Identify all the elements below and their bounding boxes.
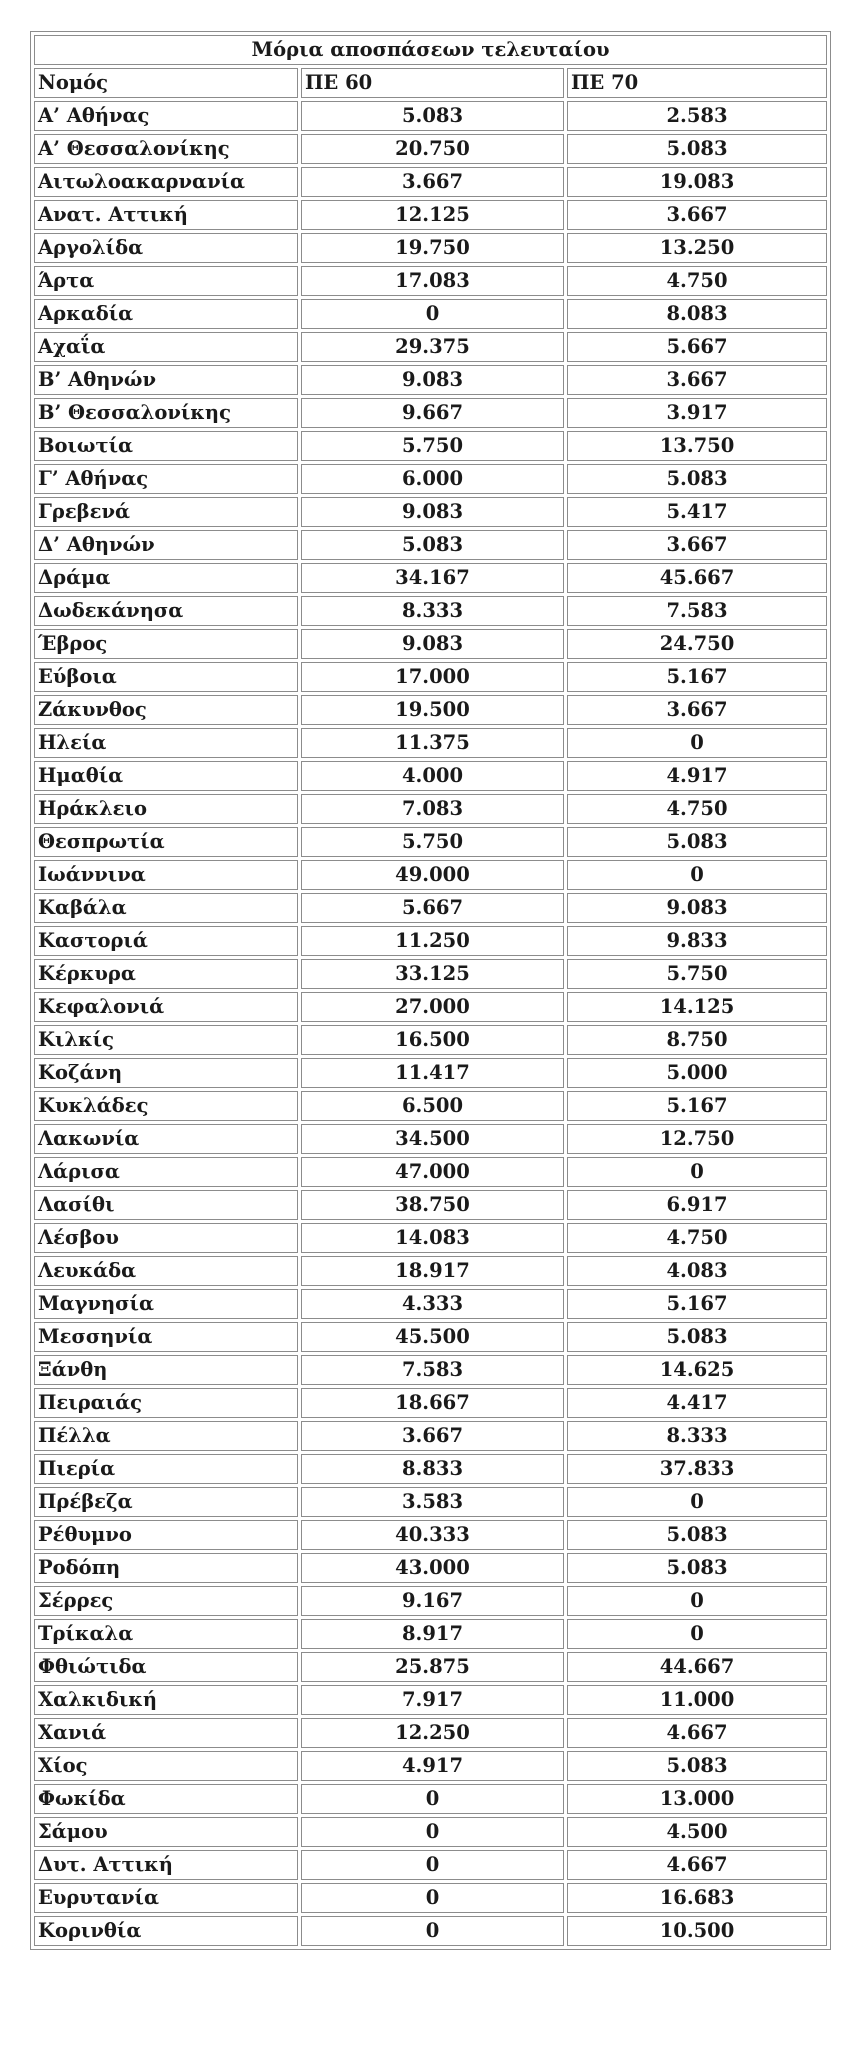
table-row: [34, 1058, 827, 1088]
pe70-cell: 7.583: [567, 596, 827, 626]
pe70-cell: 13.750: [567, 431, 827, 461]
table-row: [34, 1718, 827, 1748]
pe60-cell: 20.750: [301, 134, 564, 164]
prefecture-cell: Μεσσηνία: [34, 1322, 298, 1352]
pe60-cell: 4.000: [301, 761, 564, 791]
prefecture-cell: Πρέβεζα: [34, 1487, 298, 1517]
pe70-cell: 5.167: [567, 662, 827, 692]
table-row: [34, 299, 827, 329]
pe70-cell: 5.083: [567, 464, 827, 494]
pe60-cell: 0: [301, 299, 564, 329]
pe60-cell: 5.083: [301, 530, 564, 560]
prefecture-cell: Αργολίδα: [34, 233, 298, 263]
pe70-cell: 0: [567, 1619, 827, 1649]
pe60-cell: 34.500: [301, 1124, 564, 1154]
pe70-cell: 0: [567, 1586, 827, 1616]
prefecture-cell: Κιλκίς: [34, 1025, 298, 1055]
table-row: [34, 1091, 827, 1121]
pe60-cell: 19.750: [301, 233, 564, 263]
pe60-cell: 7.583: [301, 1355, 564, 1385]
prefecture-cell: Χίος: [34, 1751, 298, 1781]
pe60-cell: 9.667: [301, 398, 564, 428]
pe70-cell: 0: [567, 860, 827, 890]
table-row: [34, 1025, 827, 1055]
pe70-cell: 5.083: [567, 1751, 827, 1781]
table-title: Μόρια αποσπάσεων τελευταίου: [34, 35, 827, 65]
pe70-cell: 5.083: [567, 827, 827, 857]
pe70-cell: 9.833: [567, 926, 827, 956]
prefecture-cell: Πιερία: [34, 1454, 298, 1484]
table-row: [34, 1124, 827, 1154]
pe70-cell: 4.750: [567, 266, 827, 296]
pe70-cell: 5.750: [567, 959, 827, 989]
pe70-cell: 5.083: [567, 1520, 827, 1550]
table-row: [34, 926, 827, 956]
prefecture-cell: Μαγνησία: [34, 1289, 298, 1319]
pe60-cell: 7.083: [301, 794, 564, 824]
prefecture-cell: Λέσβου: [34, 1223, 298, 1253]
prefecture-cell: Β’ Αθηνών: [34, 365, 298, 395]
table-row: [34, 1190, 827, 1220]
table-row: [34, 530, 827, 560]
pe70-cell: 3.667: [567, 365, 827, 395]
prefecture-cell: Ευρυτανία: [34, 1883, 298, 1913]
pe70-cell: 24.750: [567, 629, 827, 659]
pe70-cell: 5.083: [567, 1322, 827, 1352]
prefecture-cell: Βοιωτία: [34, 431, 298, 461]
pe60-cell: 5.667: [301, 893, 564, 923]
prefecture-cell: Ροδόπη: [34, 1553, 298, 1583]
pe70-cell: 14.125: [567, 992, 827, 1022]
table-row: [34, 1619, 827, 1649]
prefecture-cell: Ανατ. Αττική: [34, 200, 298, 230]
table-row: [34, 1487, 827, 1517]
pe60-cell: 43.000: [301, 1553, 564, 1583]
pe70-cell: 5.083: [567, 134, 827, 164]
pe60-cell: 33.125: [301, 959, 564, 989]
pe70-cell: 9.083: [567, 893, 827, 923]
pe60-cell: 0: [301, 1916, 564, 1946]
prefecture-cell: Λασίθι: [34, 1190, 298, 1220]
prefecture-cell: Χανιά: [34, 1718, 298, 1748]
scores-table: [30, 31, 831, 1950]
prefecture-cell: Φωκίδα: [34, 1784, 298, 1814]
table-row: [34, 464, 827, 494]
pe60-cell: 29.375: [301, 332, 564, 362]
prefecture-cell: Αχαΐα: [34, 332, 298, 362]
table-row: [34, 827, 827, 857]
prefecture-cell: Έβρος: [34, 629, 298, 659]
pe60-cell: 0: [301, 1850, 564, 1880]
table-row: [34, 1751, 827, 1781]
prefecture-cell: Ρέθυμνο: [34, 1520, 298, 1550]
prefecture-cell: Ιωάννινα: [34, 860, 298, 890]
table-row: [34, 365, 827, 395]
pe70-cell: 5.167: [567, 1091, 827, 1121]
prefecture-cell: Πέλλα: [34, 1421, 298, 1451]
pe60-cell: 49.000: [301, 860, 564, 890]
pe60-cell: 27.000: [301, 992, 564, 1022]
table-row: [34, 101, 827, 131]
pe70-cell: 4.500: [567, 1817, 827, 1847]
pe60-cell: 11.375: [301, 728, 564, 758]
table-header-row: [34, 68, 827, 98]
table-body: [34, 35, 827, 1946]
pe70-cell: 19.083: [567, 167, 827, 197]
table-row: [34, 992, 827, 1022]
table-row: [34, 1421, 827, 1451]
pe60-cell: 19.500: [301, 695, 564, 725]
table-row: [34, 1355, 827, 1385]
table-row: [34, 1586, 827, 1616]
pe70-cell: 6.917: [567, 1190, 827, 1220]
table-row: [34, 167, 827, 197]
table-container: [30, 31, 823, 1950]
pe60-cell: 45.500: [301, 1322, 564, 1352]
prefecture-cell: Χαλκιδική: [34, 1685, 298, 1715]
pe70-cell: 45.667: [567, 563, 827, 593]
table-row: [34, 1817, 827, 1847]
pe70-cell: 0: [567, 728, 827, 758]
prefecture-cell: Καβάλα: [34, 893, 298, 923]
prefecture-cell: Κυκλάδες: [34, 1091, 298, 1121]
table-row: [34, 959, 827, 989]
pe70-cell: 13.000: [567, 1784, 827, 1814]
prefecture-cell: Λευκάδα: [34, 1256, 298, 1286]
prefecture-cell: Κεφαλονιά: [34, 992, 298, 1022]
header-pe70: ΠΕ 70: [567, 68, 827, 98]
prefecture-cell: Ζάκυνθος: [34, 695, 298, 725]
table-row: [34, 1916, 827, 1946]
pe70-cell: 4.417: [567, 1388, 827, 1418]
prefecture-cell: Σάμου: [34, 1817, 298, 1847]
table-row: [34, 1652, 827, 1682]
prefecture-cell: Α’ Αθήνας: [34, 101, 298, 131]
pe70-cell: 44.667: [567, 1652, 827, 1682]
pe70-cell: 10.500: [567, 1916, 827, 1946]
prefecture-cell: Αρκαδία: [34, 299, 298, 329]
pe60-cell: 7.917: [301, 1685, 564, 1715]
pe60-cell: 18.667: [301, 1388, 564, 1418]
prefecture-cell: Γρεβενά: [34, 497, 298, 527]
pe70-cell: 8.083: [567, 299, 827, 329]
table-row: [34, 200, 827, 230]
table-row: [34, 794, 827, 824]
table-row: [34, 629, 827, 659]
header-pe60: ΠΕ 60: [301, 68, 564, 98]
pe60-cell: 17.083: [301, 266, 564, 296]
pe60-cell: 14.083: [301, 1223, 564, 1253]
prefecture-cell: Γ’ Αθήνας: [34, 464, 298, 494]
prefecture-cell: Ξάνθη: [34, 1355, 298, 1385]
prefecture-cell: Ηλεία: [34, 728, 298, 758]
prefecture-cell: Τρίκαλα: [34, 1619, 298, 1649]
pe70-cell: 3.667: [567, 200, 827, 230]
table-row: [34, 1322, 827, 1352]
prefecture-cell: Λάρισα: [34, 1157, 298, 1187]
prefecture-cell: Α’ Θεσσαλονίκης: [34, 134, 298, 164]
table-row: [34, 893, 827, 923]
pe60-cell: 9.083: [301, 365, 564, 395]
pe60-cell: 40.333: [301, 1520, 564, 1550]
pe60-cell: 9.083: [301, 629, 564, 659]
table-row: [34, 1685, 827, 1715]
table-row: [34, 332, 827, 362]
pe60-cell: 18.917: [301, 1256, 564, 1286]
pe60-cell: 12.125: [301, 200, 564, 230]
table-row: [34, 1454, 827, 1484]
pe70-cell: 8.333: [567, 1421, 827, 1451]
pe60-cell: 4.917: [301, 1751, 564, 1781]
pe70-cell: 5.000: [567, 1058, 827, 1088]
table-row: [34, 134, 827, 164]
pe60-cell: 4.333: [301, 1289, 564, 1319]
pe60-cell: 8.333: [301, 596, 564, 626]
pe60-cell: 25.875: [301, 1652, 564, 1682]
pe70-cell: 5.667: [567, 332, 827, 362]
pe70-cell: 3.917: [567, 398, 827, 428]
prefecture-cell: Ημαθία: [34, 761, 298, 791]
table-row: [34, 1388, 827, 1418]
pe60-cell: 5.750: [301, 431, 564, 461]
pe70-cell: 37.833: [567, 1454, 827, 1484]
table-row: [34, 1784, 827, 1814]
pe70-cell: 8.750: [567, 1025, 827, 1055]
pe60-cell: 34.167: [301, 563, 564, 593]
pe70-cell: 2.583: [567, 101, 827, 131]
pe60-cell: 6.000: [301, 464, 564, 494]
pe60-cell: 47.000: [301, 1157, 564, 1187]
pe60-cell: 38.750: [301, 1190, 564, 1220]
prefecture-cell: Κορινθία: [34, 1916, 298, 1946]
prefecture-cell: Κέρκυρα: [34, 959, 298, 989]
table-row: [34, 1520, 827, 1550]
pe70-cell: 11.000: [567, 1685, 827, 1715]
pe60-cell: 12.250: [301, 1718, 564, 1748]
pe60-cell: 11.417: [301, 1058, 564, 1088]
pe70-cell: 4.667: [567, 1718, 827, 1748]
pe70-cell: 4.750: [567, 794, 827, 824]
table-row: [34, 398, 827, 428]
pe60-cell: 9.083: [301, 497, 564, 527]
pe60-cell: 3.583: [301, 1487, 564, 1517]
table-row: [34, 233, 827, 263]
pe70-cell: 4.917: [567, 761, 827, 791]
prefecture-cell: Δωδεκάνησα: [34, 596, 298, 626]
pe70-cell: 13.250: [567, 233, 827, 263]
pe70-cell: 14.625: [567, 1355, 827, 1385]
table-row: [34, 662, 827, 692]
pe70-cell: 5.417: [567, 497, 827, 527]
pe70-cell: 3.667: [567, 695, 827, 725]
table-row: [34, 497, 827, 527]
prefecture-cell: Άρτα: [34, 266, 298, 296]
table-title-row: [34, 35, 827, 65]
table-row: [34, 860, 827, 890]
pe60-cell: 5.750: [301, 827, 564, 857]
pe60-cell: 0: [301, 1784, 564, 1814]
prefecture-cell: Δυτ. Αττική: [34, 1850, 298, 1880]
pe70-cell: 4.667: [567, 1850, 827, 1880]
prefecture-cell: Καστοριά: [34, 926, 298, 956]
table-row: [34, 266, 827, 296]
pe60-cell: 3.667: [301, 1421, 564, 1451]
table-row: [34, 596, 827, 626]
table-row: [34, 1289, 827, 1319]
table-row: [34, 1256, 827, 1286]
prefecture-cell: Πειραιάς: [34, 1388, 298, 1418]
pe60-cell: 17.000: [301, 662, 564, 692]
table-row: [34, 1850, 827, 1880]
table-row: [34, 728, 827, 758]
pe70-cell: 4.750: [567, 1223, 827, 1253]
prefecture-cell: Ηράκλειο: [34, 794, 298, 824]
table-row: [34, 695, 827, 725]
table-row: [34, 431, 827, 461]
pe60-cell: 6.500: [301, 1091, 564, 1121]
prefecture-cell: Σέρρες: [34, 1586, 298, 1616]
pe60-cell: 16.500: [301, 1025, 564, 1055]
prefecture-cell: Δ’ Αθηνών: [34, 530, 298, 560]
table-row: [34, 1883, 827, 1913]
prefecture-cell: Αιτωλοακαρνανία: [34, 167, 298, 197]
table-row: [34, 563, 827, 593]
prefecture-cell: Δράμα: [34, 563, 298, 593]
pe70-cell: 3.667: [567, 530, 827, 560]
pe70-cell: 0: [567, 1157, 827, 1187]
pe70-cell: 12.750: [567, 1124, 827, 1154]
prefecture-cell: Β’ Θεσσαλονίκης: [34, 398, 298, 428]
pe70-cell: 0: [567, 1487, 827, 1517]
pe60-cell: 8.833: [301, 1454, 564, 1484]
prefecture-cell: Κοζάνη: [34, 1058, 298, 1088]
table-row: [34, 1553, 827, 1583]
pe60-cell: 3.667: [301, 167, 564, 197]
prefecture-cell: Εύβοια: [34, 662, 298, 692]
prefecture-cell: Φθιώτιδα: [34, 1652, 298, 1682]
pe60-cell: 11.250: [301, 926, 564, 956]
pe70-cell: 5.083: [567, 1553, 827, 1583]
table-row: [34, 761, 827, 791]
table-row: [34, 1157, 827, 1187]
table-row: [34, 1223, 827, 1253]
pe70-cell: 16.683: [567, 1883, 827, 1913]
pe70-cell: 4.083: [567, 1256, 827, 1286]
prefecture-cell: Λακωνία: [34, 1124, 298, 1154]
pe60-cell: 8.917: [301, 1619, 564, 1649]
pe60-cell: 9.167: [301, 1586, 564, 1616]
pe60-cell: 0: [301, 1883, 564, 1913]
prefecture-cell: Θεσπρωτία: [34, 827, 298, 857]
pe60-cell: 0: [301, 1817, 564, 1847]
pe70-cell: 5.167: [567, 1289, 827, 1319]
header-prefecture: Νομός: [34, 68, 298, 98]
pe60-cell: 5.083: [301, 101, 564, 131]
